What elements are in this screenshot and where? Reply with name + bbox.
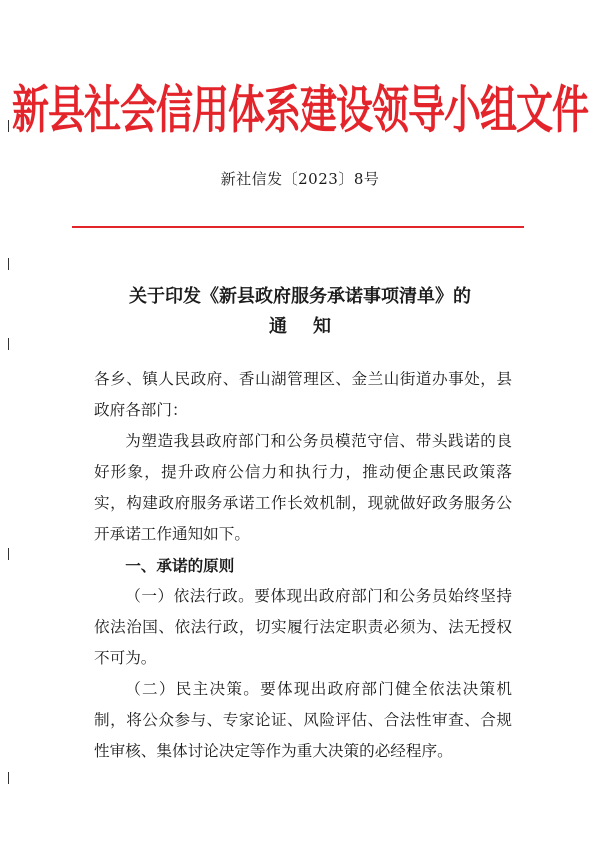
binding-mark [8, 772, 9, 784]
section-heading: 一、承诺的原则 [125, 556, 235, 575]
red-separator-line [72, 226, 524, 228]
notice-title-line1: 关于印发《新县政府服务承诺事项清单》的 [129, 286, 471, 307]
intro-paragraph: 为塑造我县政府部门和公务员模范守信、带头践诺的良好形象，提升政府公信力和执行力，推动便企惠民政策落实，构建政府服务承诺工作长效机制，现就做好政务服务公开承诺工作通知如下。 [94, 432, 512, 543]
document-body [94, 364, 512, 767]
principle-item: （二）民主决策。要体现出政府部门健全依法决策机制，将公众参与、专家论证、风险评估、合法性审查、合规性审核、集体讨论决定等作为重大决策的必经程序。 [94, 680, 512, 760]
salutation: 各乡、镇人民政府、香山湖管理区、金兰山街道办事处，县政府各部门： [94, 370, 512, 419]
document-number: 新社信发〔2023〕8号 [220, 170, 380, 188]
notice-title-line2: 通知 [269, 316, 357, 337]
binding-mark [8, 258, 9, 270]
notice-title [0, 282, 600, 342]
binding-mark [8, 548, 9, 560]
issuer-title: 新县社会信用体系建设领导小组文件 [12, 80, 588, 140]
principle-item: （一）依法行政。要体现出政府部门和公务员始终坚持依法治国、依法行政，切实履行法定职责必须为、法无授权不可为。 [94, 587, 512, 667]
